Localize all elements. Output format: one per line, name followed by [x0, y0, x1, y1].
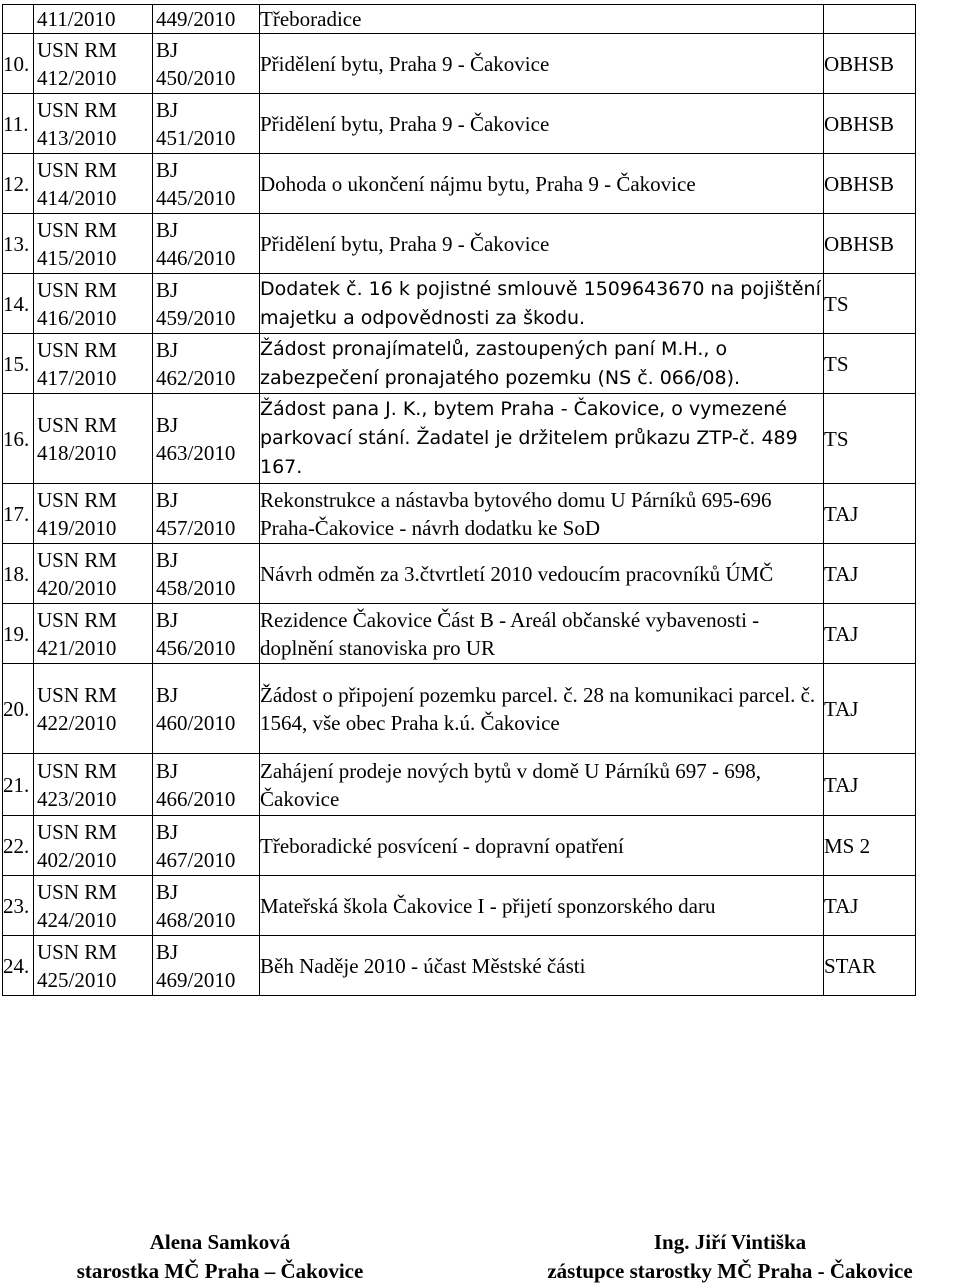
- table-row: [3, 214, 916, 274]
- file-label: BJ: [156, 607, 179, 632]
- file-number-cell: [153, 334, 260, 394]
- resolution-label: USN RM: [37, 157, 117, 182]
- resolution-number-cell: [34, 214, 153, 274]
- file-label: BJ: [156, 97, 179, 122]
- mayor-name: Alena Samková: [149, 1230, 291, 1254]
- resolution-label: USN RM: [37, 682, 117, 707]
- item-number: 13.: [3, 214, 34, 274]
- file-label: BJ: [156, 337, 179, 362]
- table-row: [3, 876, 916, 936]
- deputy-title: zástupce starostky MČ Praha - Čakovice: [547, 1259, 913, 1283]
- responsible-cell: TAJ: [824, 604, 916, 664]
- responsible-cell: TAJ: [824, 754, 916, 816]
- item-number: 11.: [3, 94, 34, 154]
- file-label: BJ: [156, 879, 179, 904]
- resolution-label: USN RM: [37, 337, 117, 362]
- item-number: 18.: [3, 544, 34, 604]
- item-number: 15.: [3, 334, 34, 394]
- resolution-number-cell: [34, 754, 153, 816]
- resolution-label: USN RM: [37, 97, 117, 122]
- item-number: 10.: [3, 34, 34, 94]
- item-number: 20.: [3, 664, 34, 754]
- table-row: [3, 664, 916, 754]
- file-number: 467/2010: [156, 847, 236, 872]
- file-number: 445/2010: [156, 185, 236, 210]
- file-label: BJ: [156, 487, 179, 512]
- resolution-number-cell: [34, 5, 153, 34]
- resolution-number-cell: [34, 94, 153, 154]
- resolution-number-cell: [34, 604, 153, 664]
- file-number-cell: [153, 5, 260, 34]
- item-number: [3, 5, 34, 34]
- resolution-number-cell: [34, 664, 153, 754]
- table-row: [3, 484, 916, 544]
- resolution-label: USN RM: [37, 819, 117, 844]
- resolutions-table-body: [3, 5, 916, 996]
- file-label: BJ: [156, 758, 179, 783]
- file-number-cell: [153, 816, 260, 876]
- file-label: BJ: [156, 682, 179, 707]
- subject-cell: Rezidence Čakovice Část B - Areál občanské vybavenosti - doplnění stanoviska pro UR: [260, 604, 824, 664]
- file-number-cell: [153, 544, 260, 604]
- resolution-number: 417/2010: [37, 365, 117, 390]
- resolution-number-cell: [34, 154, 153, 214]
- file-number-cell: [153, 484, 260, 544]
- resolution-number: 412/2010: [37, 65, 117, 90]
- resolution-number-cell: [34, 274, 153, 334]
- table-row: [3, 334, 916, 394]
- file-number-cell: [153, 94, 260, 154]
- file-number: 457/2010: [156, 515, 236, 540]
- file-number: 460/2010: [156, 710, 236, 735]
- table-row: [3, 94, 916, 154]
- file-number: 456/2010: [156, 635, 236, 660]
- file-number: 466/2010: [156, 786, 236, 811]
- resolution-number-cell: [34, 484, 153, 544]
- responsible-cell: MS 2: [824, 816, 916, 876]
- file-number: 459/2010: [156, 305, 236, 330]
- file-number: 469/2010: [156, 967, 236, 992]
- signature-mayor: [50, 1228, 390, 1286]
- resolution-label: USN RM: [37, 277, 117, 302]
- file-label: BJ: [156, 217, 179, 242]
- resolution-number: 413/2010: [37, 125, 117, 150]
- item-number: 24.: [3, 936, 34, 996]
- item-number: 19.: [3, 604, 34, 664]
- file-number: 458/2010: [156, 575, 236, 600]
- file-number-cell: [153, 394, 260, 484]
- file-number-cell: [153, 154, 260, 214]
- responsible-cell: STAR: [824, 936, 916, 996]
- file-number-cell: [153, 936, 260, 996]
- item-number: 23.: [3, 876, 34, 936]
- mayor-title: starostka MČ Praha – Čakovice: [76, 1259, 364, 1283]
- resolution-number: 418/2010: [37, 440, 117, 465]
- resolution-number-cell: [34, 544, 153, 604]
- table-row: [3, 754, 916, 816]
- subject-cell: Přidělení bytu, Praha 9 - Čakovice: [260, 94, 824, 154]
- subject-cell: Návrh odměn za 3.čtvrtletí 2010 vedoucím pracovníků ÚMČ: [260, 544, 824, 604]
- resolutions-table: [2, 4, 916, 996]
- resolution-label: USN RM: [37, 939, 117, 964]
- subject-cell: Přidělení bytu, Praha 9 - Čakovice: [260, 214, 824, 274]
- responsible-cell: TS: [824, 274, 916, 334]
- file-label: BJ: [156, 412, 179, 437]
- resolution-label: USN RM: [37, 217, 117, 242]
- table-row: [3, 936, 916, 996]
- item-number: 12.: [3, 154, 34, 214]
- resolution-label: USN RM: [37, 412, 117, 437]
- subject-cell: Zahájení prodeje nových bytů v domě U Párníků 697 - 698, Čakovice: [260, 754, 824, 816]
- subject-cell: Třeboradické posvícení - dopravní opatření: [260, 816, 824, 876]
- file-number-cell: [153, 34, 260, 94]
- resolution-number: 416/2010: [37, 305, 117, 330]
- file-number-cell: [153, 274, 260, 334]
- file-label: BJ: [156, 547, 179, 572]
- table-row: [3, 5, 916, 34]
- subject-cell: Dohoda o ukončení nájmu bytu, Praha 9 - Čakovice: [260, 154, 824, 214]
- subject-cell: Žádost o připojení pozemku parcel. č. 28 na komunikaci parcel. č. 1564, vše obec Praha k.ú. Čakovice: [260, 664, 824, 754]
- subject-cell: Třeboradice: [260, 5, 824, 34]
- resolution-number: 414/2010: [37, 185, 117, 210]
- file-label: BJ: [156, 939, 179, 964]
- subject-cell: Přidělení bytu, Praha 9 - Čakovice: [260, 34, 824, 94]
- resolution-number-cell: [34, 876, 153, 936]
- table-row: [3, 816, 916, 876]
- deputy-name: Ing. Jiří Vintiška: [653, 1230, 807, 1254]
- responsible-cell: OBHSB: [824, 34, 916, 94]
- file-label: BJ: [156, 157, 179, 182]
- item-number: 16.: [3, 394, 34, 484]
- resolution-number-cell: [34, 394, 153, 484]
- table-row: [3, 274, 916, 334]
- resolution-number: 415/2010: [37, 245, 117, 270]
- responsible-cell: [824, 5, 916, 34]
- file-number-cell: [153, 664, 260, 754]
- resolution-number: 420/2010: [37, 575, 117, 600]
- responsible-cell: OBHSB: [824, 154, 916, 214]
- file-number: 446/2010: [156, 245, 236, 270]
- responsible-cell: TAJ: [824, 876, 916, 936]
- file-number: 450/2010: [156, 65, 236, 90]
- responsible-cell: TAJ: [824, 664, 916, 754]
- file-number: 462/2010: [156, 365, 236, 390]
- file-number-cell: [153, 604, 260, 664]
- signature-deputy: [500, 1228, 960, 1286]
- file-number-cell: [153, 214, 260, 274]
- resolution-label: 411/2010: [37, 7, 116, 31]
- item-number: 22.: [3, 816, 34, 876]
- subject-cell: Rekonstrukce a nástavba bytového domu U Párníků 695-696 Praha-Čakovice - návrh dodatku ke SoD: [260, 484, 824, 544]
- subject-cell: Žádost pronajímatelů, zastoupených paní M.H., o zabezpečení pronajatého pozemku (NS č. 066/08).: [260, 334, 824, 394]
- resolution-number-cell: [34, 334, 153, 394]
- table-row: [3, 544, 916, 604]
- file-label: 449/2010: [156, 7, 236, 31]
- responsible-cell: TS: [824, 334, 916, 394]
- item-number: 17.: [3, 484, 34, 544]
- subject-cell: Žádost pana J. K., bytem Praha - Čakovice, o vymezené parkovací stání. Žadatel je držitelem průkazu ZTP-č. 489 167.: [260, 394, 824, 484]
- resolution-number: 423/2010: [37, 786, 117, 811]
- resolution-number-cell: [34, 816, 153, 876]
- resolution-number: 422/2010: [37, 710, 117, 735]
- file-label: BJ: [156, 819, 179, 844]
- file-number-cell: [153, 876, 260, 936]
- resolution-label: USN RM: [37, 487, 117, 512]
- resolution-label: USN RM: [37, 758, 117, 783]
- subject-cell: Běh Naděje 2010 - účast Městské části: [260, 936, 824, 996]
- item-number: 14.: [3, 274, 34, 334]
- resolution-number: 425/2010: [37, 967, 117, 992]
- file-number: 468/2010: [156, 907, 236, 932]
- file-number: 451/2010: [156, 125, 236, 150]
- responsible-cell: OBHSB: [824, 94, 916, 154]
- file-number-cell: [153, 754, 260, 816]
- resolution-number-cell: [34, 936, 153, 996]
- resolution-number-cell: [34, 34, 153, 94]
- resolution-label: USN RM: [37, 37, 117, 62]
- file-number: 463/2010: [156, 440, 236, 465]
- resolution-label: USN RM: [37, 547, 117, 572]
- responsible-cell: TAJ: [824, 544, 916, 604]
- resolution-label: USN RM: [37, 879, 117, 904]
- subject-cell: Mateřská škola Čakovice I - přijetí sponzorského daru: [260, 876, 824, 936]
- resolution-number: 424/2010: [37, 907, 117, 932]
- table-row: [3, 34, 916, 94]
- table-row: [3, 604, 916, 664]
- resolution-number: 402/2010: [37, 847, 117, 872]
- resolution-number: 419/2010: [37, 515, 117, 540]
- resolution-number: 421/2010: [37, 635, 117, 660]
- file-label: BJ: [156, 277, 179, 302]
- responsible-cell: OBHSB: [824, 214, 916, 274]
- table-row: [3, 154, 916, 214]
- item-number: 21.: [3, 754, 34, 816]
- responsible-cell: TAJ: [824, 484, 916, 544]
- resolution-label: USN RM: [37, 607, 117, 632]
- table-row: [3, 394, 916, 484]
- file-label: BJ: [156, 37, 179, 62]
- responsible-cell: TS: [824, 394, 916, 484]
- subject-cell: Dodatek č. 16 k pojistné smlouvě 1509643670 na pojištění majetku a odpovědnosti za škodu.: [260, 274, 824, 334]
